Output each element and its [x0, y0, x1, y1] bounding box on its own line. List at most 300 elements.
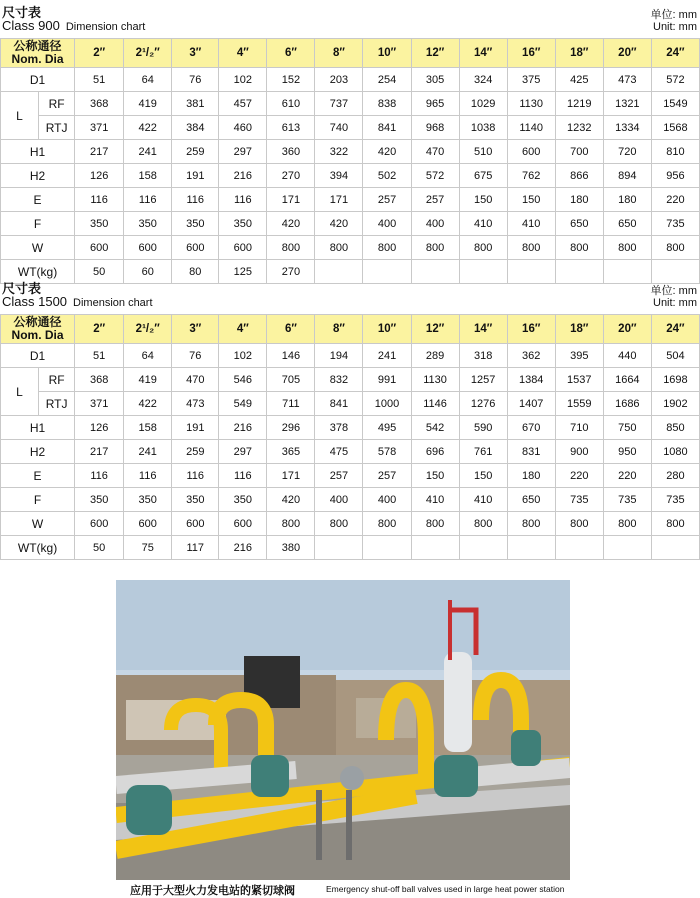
table-cell: 350	[219, 212, 267, 236]
size-header: 12″	[411, 39, 459, 68]
table-cell: 735	[651, 212, 699, 236]
table-cell: 650	[555, 212, 603, 236]
table-cell: 51	[75, 344, 124, 368]
table-cell: 968	[411, 116, 459, 140]
size-header: 3″	[172, 315, 219, 344]
table-cell: 50	[75, 536, 124, 560]
table-cell: 254	[363, 68, 411, 92]
unit-cn: 单位: mm	[650, 285, 697, 297]
table-cell: 384	[172, 116, 219, 140]
size-header: 24″	[651, 39, 699, 68]
table-cell: 270	[267, 164, 315, 188]
table-cell: 475	[315, 440, 363, 464]
size-header: 20″	[603, 39, 651, 68]
table-cell: 270	[267, 260, 315, 284]
header-cn: 公称通径	[13, 39, 62, 53]
header-en: Nom. Dia	[11, 52, 64, 66]
table-cell: 1686	[603, 392, 651, 416]
nominal-diameter-header	[1, 39, 75, 68]
table-cell: 80	[172, 260, 219, 284]
table-cell: 146	[267, 344, 315, 368]
table-cell: 324	[459, 68, 507, 92]
size-header: 18″	[555, 315, 603, 344]
class-1500-section	[0, 276, 700, 555]
table-cell: 152	[267, 68, 315, 92]
table-row	[1, 368, 700, 392]
table-cell: 194	[315, 344, 363, 368]
table-cell: 800	[363, 236, 411, 260]
unit-en: Unit: mm	[653, 21, 697, 33]
section-title-en	[2, 294, 153, 309]
table-cell: 800	[507, 236, 555, 260]
table-cell: 710	[555, 416, 603, 440]
table-cell: 1140	[507, 116, 555, 140]
table-cell: 289	[411, 344, 459, 368]
table-cell: 191	[172, 164, 219, 188]
unit-label	[651, 285, 697, 309]
table-cell: 180	[603, 188, 651, 212]
table-cell: 735	[555, 488, 603, 512]
table-cell: 116	[124, 464, 172, 488]
photo-caption-cn: 应用于大型火力发电站的紧切球阀	[130, 885, 295, 897]
class-label: Class 900	[2, 18, 60, 33]
table-cell: 1568	[651, 116, 699, 140]
table-cell: 1334	[603, 116, 651, 140]
table-cell: 400	[411, 212, 459, 236]
table-cell: 965	[411, 92, 459, 116]
row-label: L	[1, 368, 39, 416]
row-label: D1	[1, 344, 75, 368]
unit-en: Unit: mm	[653, 297, 697, 309]
table-cell: 711	[267, 392, 315, 416]
table-cell: 318	[459, 344, 507, 368]
table-cell: 1130	[507, 92, 555, 116]
table-cell: 60	[124, 260, 172, 284]
table-cell	[507, 536, 555, 560]
size-header: 4″	[219, 315, 267, 344]
row-label: F	[1, 212, 75, 236]
table-cell: 950	[603, 440, 651, 464]
size-header: 8″	[315, 39, 363, 68]
table-cell: 203	[315, 68, 363, 92]
table-cell: 590	[459, 416, 507, 440]
table-cell: 440	[603, 344, 651, 368]
size-header: 14″	[459, 315, 507, 344]
table-cell: 375	[507, 68, 555, 92]
table-cell: 422	[124, 392, 172, 416]
size-header: 10″	[363, 315, 411, 344]
table-cell: 410	[459, 488, 507, 512]
table-cell: 422	[124, 116, 172, 140]
table-cell: 380	[267, 536, 315, 560]
table-cell: 410	[411, 488, 459, 512]
table-cell: 460	[219, 116, 267, 140]
table-cell: 470	[172, 368, 219, 392]
table-cell: 705	[267, 368, 315, 392]
table-cell: 750	[603, 416, 651, 440]
table-cell: 1537	[555, 368, 603, 392]
table-cell: 216	[219, 164, 267, 188]
table-cell: 800	[555, 236, 603, 260]
table-cell: 600	[507, 140, 555, 164]
section-header	[0, 276, 700, 314]
table-cell: 297	[219, 140, 267, 164]
table-cell: 600	[172, 236, 219, 260]
table-cell: 305	[411, 68, 459, 92]
table-cell: 420	[267, 212, 315, 236]
table-cell: 735	[603, 488, 651, 512]
table-cell: 1276	[459, 392, 507, 416]
table-row	[1, 212, 700, 236]
table-cell: 220	[603, 464, 651, 488]
table-cell: 381	[172, 92, 219, 116]
table-cell: 257	[363, 464, 411, 488]
table-header-row	[1, 315, 700, 344]
table-cell: 241	[363, 344, 411, 368]
table-cell: 102	[219, 68, 267, 92]
table-cell: 191	[172, 416, 219, 440]
table-cell: 395	[555, 344, 603, 368]
table-cell: 700	[555, 140, 603, 164]
table-cell: 800	[363, 512, 411, 536]
table-cell: 1080	[651, 440, 699, 464]
size-header: 2¹/₂″	[124, 315, 172, 344]
table-cell: 650	[603, 212, 651, 236]
table-cell: 51	[75, 68, 124, 92]
table-row	[1, 512, 700, 536]
table-cell: 473	[603, 68, 651, 92]
table-cell: 696	[411, 440, 459, 464]
table-row	[1, 440, 700, 464]
table-cell: 125	[219, 260, 267, 284]
table-cell: 350	[172, 212, 219, 236]
table-cell: 180	[555, 188, 603, 212]
table-cell: 75	[124, 536, 172, 560]
table-cell: 257	[363, 188, 411, 212]
size-header: 10″	[363, 39, 411, 68]
table-cell: 841	[315, 392, 363, 416]
table-cell: 158	[124, 164, 172, 188]
table-cell: 360	[267, 140, 315, 164]
table-cell: 600	[219, 236, 267, 260]
table-cell: 502	[363, 164, 411, 188]
power-station-photo	[116, 580, 570, 880]
table-cell: 220	[555, 464, 603, 488]
table-cell: 1559	[555, 392, 603, 416]
table-row	[1, 92, 700, 116]
table-cell: 241	[124, 140, 172, 164]
table-cell: 362	[507, 344, 555, 368]
table-cell: 831	[507, 440, 555, 464]
table-cell: 76	[172, 68, 219, 92]
table-cell: 1029	[459, 92, 507, 116]
table-cell: 740	[315, 116, 363, 140]
table-cell: 600	[124, 512, 172, 536]
size-header: 4″	[219, 39, 267, 68]
table-cell: 1902	[651, 392, 699, 416]
table-cell: 1384	[507, 368, 555, 392]
table-row	[1, 488, 700, 512]
dimension-table	[0, 314, 700, 560]
table-cell: 800	[651, 512, 699, 536]
table-cell: 116	[172, 188, 219, 212]
table-cell: 400	[363, 212, 411, 236]
table-cell: 800	[603, 236, 651, 260]
table-cell: 800	[603, 512, 651, 536]
table-cell: 116	[219, 188, 267, 212]
table-row	[1, 464, 700, 488]
table-cell: 394	[315, 164, 363, 188]
table-cell: 257	[315, 464, 363, 488]
chart-label: Dimension chart	[65, 21, 146, 33]
table-cell: 800	[411, 236, 459, 260]
table-cell: 158	[124, 416, 172, 440]
table-cell: 180	[507, 464, 555, 488]
table-cell: 542	[411, 416, 459, 440]
table-cell: 761	[459, 440, 507, 464]
table-cell	[651, 536, 699, 560]
table-cell: 350	[124, 488, 172, 512]
table-cell: 800	[315, 512, 363, 536]
table-cell: 675	[459, 164, 507, 188]
table-cell: 220	[651, 188, 699, 212]
table-row	[1, 392, 700, 416]
table-cell: 419	[124, 368, 172, 392]
table-cell: 720	[603, 140, 651, 164]
table-cell: 800	[651, 236, 699, 260]
row-label: F	[1, 488, 75, 512]
table-cell: 800	[315, 236, 363, 260]
table-cell: 368	[75, 368, 124, 392]
table-cell: 650	[507, 488, 555, 512]
table-cell: 1219	[555, 92, 603, 116]
table-cell: 504	[651, 344, 699, 368]
table-cell: 420	[363, 140, 411, 164]
table-cell: 578	[363, 440, 411, 464]
table-cell: 410	[507, 212, 555, 236]
table-cell: 216	[219, 416, 267, 440]
table-cell: 419	[124, 92, 172, 116]
table-cell: 600	[75, 512, 124, 536]
table-cell: 410	[459, 212, 507, 236]
table-cell: 800	[555, 512, 603, 536]
table-cell: 378	[315, 416, 363, 440]
size-header: 16″	[507, 39, 555, 68]
table-cell: 1407	[507, 392, 555, 416]
table-cell: 894	[603, 164, 651, 188]
table-cell: 800	[267, 236, 315, 260]
table-cell: 171	[315, 188, 363, 212]
table-cell: 117	[172, 536, 219, 560]
table-cell: 241	[124, 440, 172, 464]
table-cell: 1698	[651, 368, 699, 392]
table-cell: 600	[124, 236, 172, 260]
row-sub-label: RF	[39, 92, 75, 116]
size-header: 24″	[651, 315, 699, 344]
section-header	[0, 0, 700, 38]
row-label: WT(kg)	[1, 536, 75, 560]
table-row	[1, 188, 700, 212]
row-label: D1	[1, 68, 75, 92]
size-header: 6″	[267, 315, 315, 344]
table-cell: 280	[651, 464, 699, 488]
class-label: Class 1500	[2, 294, 68, 309]
dimension-table	[0, 38, 700, 284]
table-cell: 116	[172, 464, 219, 488]
table-cell: 841	[363, 116, 411, 140]
table-cell: 800	[267, 512, 315, 536]
table-cell: 216	[219, 536, 267, 560]
table-cell: 613	[267, 116, 315, 140]
class-900-section	[0, 0, 700, 279]
size-header: 2″	[75, 39, 124, 68]
table-cell: 735	[651, 488, 699, 512]
table-cell: 50	[75, 260, 124, 284]
table-row	[1, 236, 700, 260]
table-cell: 126	[75, 164, 124, 188]
valve-installation-illustration	[116, 580, 570, 880]
row-label: W	[1, 236, 75, 260]
table-row	[1, 68, 700, 92]
header-cn: 公称通径	[13, 315, 62, 329]
table-cell: 800	[459, 512, 507, 536]
table-cell: 150	[507, 188, 555, 212]
row-sub-label: RTJ	[39, 392, 75, 416]
section-title-en	[2, 18, 145, 33]
table-cell: 546	[219, 368, 267, 392]
size-header: 20″	[603, 315, 651, 344]
size-header: 2″	[75, 315, 124, 344]
table-cell: 600	[172, 512, 219, 536]
table-cell: 838	[363, 92, 411, 116]
table-cell: 800	[507, 512, 555, 536]
table-row	[1, 344, 700, 368]
table-cell: 800	[411, 512, 459, 536]
row-sub-label: RF	[39, 368, 75, 392]
table-cell: 850	[651, 416, 699, 440]
unit-cn: 单位: mm	[650, 9, 697, 21]
table-header-row	[1, 39, 700, 68]
table-cell: 495	[363, 416, 411, 440]
section-title-cn: 尺寸表	[2, 281, 42, 296]
size-header: 8″	[315, 315, 363, 344]
table-cell: 400	[363, 488, 411, 512]
table-cell: 116	[75, 464, 124, 488]
table-cell	[555, 536, 603, 560]
size-header: 6″	[267, 39, 315, 68]
table-cell: 420	[315, 212, 363, 236]
table-cell	[411, 536, 459, 560]
table-cell: 1038	[459, 116, 507, 140]
row-label: E	[1, 188, 75, 212]
table-cell: 102	[219, 344, 267, 368]
table-row	[1, 116, 700, 140]
table-cell: 322	[315, 140, 363, 164]
table-cell: 76	[172, 344, 219, 368]
table-cell: 510	[459, 140, 507, 164]
table-cell	[363, 536, 411, 560]
table-cell: 400	[315, 488, 363, 512]
table-cell: 572	[411, 164, 459, 188]
table-cell: 600	[75, 236, 124, 260]
size-header: 18″	[555, 39, 603, 68]
table-cell: 371	[75, 116, 124, 140]
table-cell: 350	[172, 488, 219, 512]
chart-label: Dimension chart	[73, 297, 153, 309]
size-header: 12″	[411, 315, 459, 344]
table-cell: 810	[651, 140, 699, 164]
table-cell: 1000	[363, 392, 411, 416]
table-cell: 171	[267, 188, 315, 212]
table-cell: 866	[555, 164, 603, 188]
row-label: L	[1, 92, 39, 140]
table-cell: 1664	[603, 368, 651, 392]
row-label: H2	[1, 440, 75, 464]
table-cell: 991	[363, 368, 411, 392]
table-cell: 297	[219, 440, 267, 464]
row-label: H1	[1, 416, 75, 440]
table-cell: 473	[172, 392, 219, 416]
row-label: W	[1, 512, 75, 536]
table-cell: 600	[219, 512, 267, 536]
table-cell: 670	[507, 416, 555, 440]
row-label: E	[1, 464, 75, 488]
unit-label	[651, 9, 697, 33]
table-cell: 259	[172, 140, 219, 164]
table-cell: 610	[267, 92, 315, 116]
table-cell: 832	[315, 368, 363, 392]
table-row	[1, 140, 700, 164]
table-cell: 116	[75, 188, 124, 212]
table-cell: 350	[219, 488, 267, 512]
size-header: 3″	[172, 39, 219, 68]
table-cell: 1232	[555, 116, 603, 140]
table-cell	[603, 536, 651, 560]
table-cell: 368	[75, 92, 124, 116]
table-cell: 572	[651, 68, 699, 92]
table-cell: 800	[459, 236, 507, 260]
table-cell: 257	[411, 188, 459, 212]
table-cell: 457	[219, 92, 267, 116]
table-cell: 1321	[603, 92, 651, 116]
table-cell: 64	[124, 344, 172, 368]
row-label: H1	[1, 140, 75, 164]
table-cell	[315, 536, 363, 560]
row-sub-label: RTJ	[39, 116, 75, 140]
table-row	[1, 416, 700, 440]
table-cell: 259	[172, 440, 219, 464]
header-en: Nom. Dia	[11, 328, 64, 342]
table-cell: 1146	[411, 392, 459, 416]
table-cell: 150	[459, 188, 507, 212]
table-cell: 217	[75, 440, 124, 464]
row-label: WT(kg)	[1, 260, 75, 284]
table-cell	[459, 536, 507, 560]
table-cell: 420	[267, 488, 315, 512]
table-cell: 171	[267, 464, 315, 488]
row-label: H2	[1, 164, 75, 188]
table-cell: 1257	[459, 368, 507, 392]
table-cell: 150	[459, 464, 507, 488]
size-header: 14″	[459, 39, 507, 68]
table-row	[1, 536, 700, 560]
table-row	[1, 164, 700, 188]
table-cell: 470	[411, 140, 459, 164]
table-cell: 116	[124, 188, 172, 212]
table-cell: 549	[219, 392, 267, 416]
size-header: 16″	[507, 315, 555, 344]
table-cell: 900	[555, 440, 603, 464]
